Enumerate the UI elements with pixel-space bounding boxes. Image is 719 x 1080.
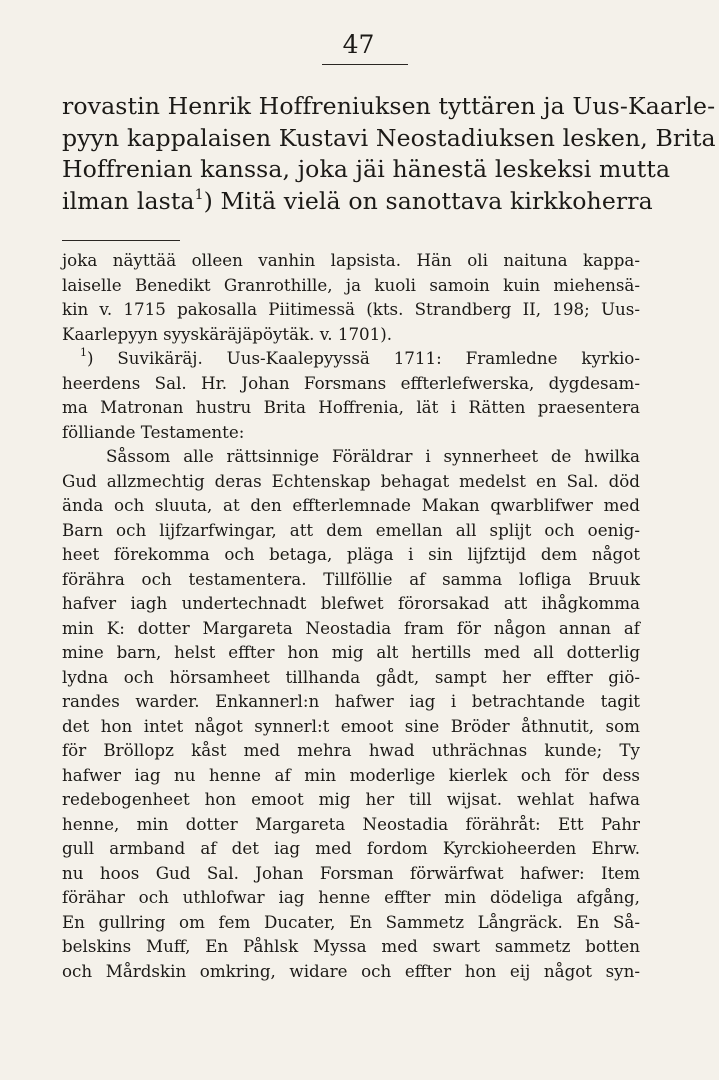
note-line: Barn och lijfzarfwingar, att dem emellan all splijt och oenig- (62, 519, 640, 540)
note-line: och Mårdskin omkring, widare och effter hon eij något syn- (62, 960, 640, 981)
note-line: ända och sluuta, at den effterlemnade Makan qwarblifwer med (62, 495, 640, 515)
main-text-line: pyyn kappalaisen Kustavi Neostadiuksen lesken, Brita (62, 123, 716, 152)
note-line: heerdens Sal. Hr. Johan Forsmans effterlefwerska, dygdesam- (62, 372, 640, 393)
note-line (62, 346, 640, 371)
note-line: randes warder. Enkannerl:n hafwer iag i betrachtande tagit (62, 691, 640, 711)
note-line: redebogenheet hon emoot mig her till wijsat. wehlat hafwa (62, 789, 640, 809)
note-line: joka näyttää olleen vanhin lapsista. Hän oli naituna kappa- (62, 250, 640, 270)
note-line: kin v. 1715 pakosalla Piitimessä (kts. Strandberg II, 198; Uus- (62, 299, 640, 319)
note-line: min K: dotter Margareta Neostadia fram för någon annan af (62, 617, 640, 638)
note-line: En gullring om fem Ducater, En Sammetz Långräck. En Så- (62, 911, 640, 932)
page-number-rule (322, 64, 408, 65)
note-line: ma Matronan hustru Brita Hoffrenia, lät i Rätten praesentera (62, 397, 640, 417)
note-line: Såssom alle rättsinnige Föräldrar i synnerheet de hwilka (106, 446, 640, 466)
footnote-1 (62, 346, 640, 444)
main-text-fragment: ilman lasta (62, 186, 195, 215)
main-text-line: Hoffrenian kanssa, joka jäi hänestä leskeksi mutta (62, 155, 671, 183)
note-line: för Bröllopz kåst med mehra hwad uthrächnas kunde; Ty (62, 740, 640, 760)
main-text (62, 91, 716, 217)
note-line: henne, min dotter Margareta Neostadia förähråt: Ett Pahr (62, 813, 640, 834)
testament-text (62, 444, 640, 983)
main-text-fragment: ) Mitä vielä on sanottava kirkkoherra (203, 186, 653, 215)
note-line: Kaarlepyyn syyskäräjäpöytäk. v. 1701). (62, 323, 393, 344)
note-line: lydna och hörsamheet tillhanda gådt, sampt her effter giö- (62, 666, 640, 687)
main-text-line (62, 186, 653, 218)
note-line: nu hoos Gud Sal. Johan Forsman förwärfwat hafwer: Item (62, 862, 640, 883)
footnote-rule (62, 240, 180, 241)
note-line: mine barn, helst effter hon mig alt hertills med all dotterlig (62, 642, 640, 662)
note-line: fölliande Testamente: (62, 421, 245, 442)
note-line: heet förekomma och betaga, pläga i sin lijfztijd dem något (62, 544, 640, 564)
note-line: förähar och uthlofwar iag henne effter min dödeliga afgång, (62, 887, 640, 907)
note-fragment: ) Suvikäräj. Uus-Kaalepyyssä 1711: Framledne kyrkio- (87, 348, 640, 368)
note-line: gull armband af det iag med fordom Kyrckioheerden Ehrw. (62, 838, 640, 858)
document-page (62, 28, 716, 983)
note-line: förähra och testamentera. Tillföllie af samma lofliga Bruuk (62, 568, 640, 589)
note-line: laiselle Benedikt Granrothille, ja kuoli samoin kuin miehensä- (62, 274, 640, 295)
footnotes (62, 248, 640, 983)
note-line: det hon intet något synnerl:t emoot sine Bröder åthnutit, som (62, 715, 640, 736)
note-line: hafwer iag nu henne af min moderlige kierlek och för dess (62, 764, 640, 785)
page-number: 47 (342, 30, 375, 59)
main-text-line: rovastin Henrik Hoffreniuksen tyttären ja Uus-Kaarle- (62, 92, 716, 120)
note-line: belskins Muff, En Påhlsk Myssa med swart sammetz botten (62, 936, 640, 956)
note-line: Gud allzmechtig deras Echtenskap behagat medelst en Sal. död (62, 470, 640, 491)
continued-note (62, 248, 640, 346)
footnote-reference: 1 (194, 186, 204, 203)
footnote-marker: 1 (80, 346, 87, 359)
note-line: hafver iagh undertechnadt blefwet förorsakad att ihågkomma (62, 593, 640, 613)
